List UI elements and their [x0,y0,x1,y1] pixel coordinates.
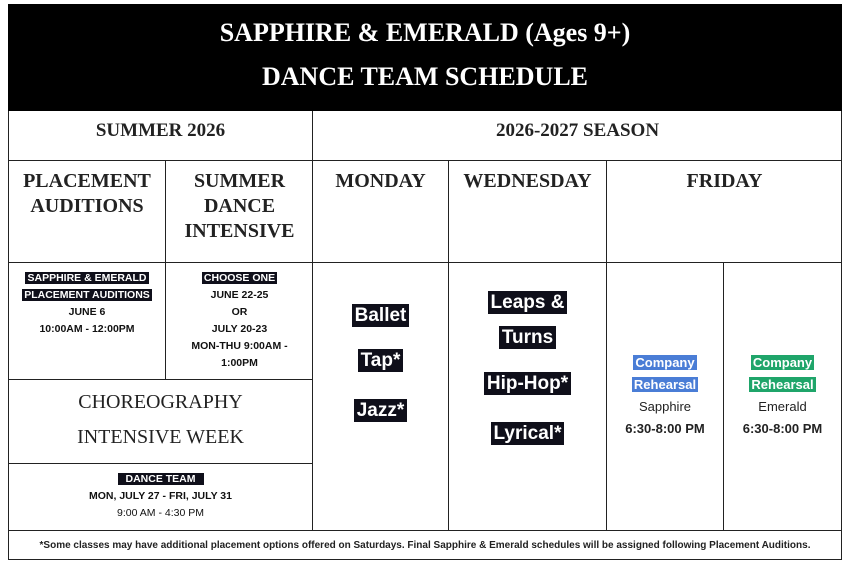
choreography-line-1: CHOREOGRAPHY [78,391,243,413]
intensive-or: OR [231,306,248,318]
column-intensive-line-3: INTENSIVE [184,220,295,242]
sapphire-tag-line-2: Rehearsal [633,377,697,392]
column-wednesday: WEDNESDAY [463,170,592,192]
column-summer-intensive [166,169,313,244]
column-placement-line-2: AUDITIONS [30,195,144,217]
column-monday: MONDAY [335,170,426,192]
sapphire-time: 6:30-8:00 PM [625,421,705,436]
class-lyrical: Lyrical* [491,422,565,445]
sapphire-group: Sapphire [638,399,692,414]
dance-team-label: DANCE TEAM [118,473,204,485]
placement-auditions-info [8,270,166,338]
sapphire-tag-line-1: Company [635,355,695,370]
intensive-time-line-1: MON-THU 9:00AM - [191,340,288,352]
intensive-time-line-2: 1:00PM [221,357,258,369]
choreography-intensive-title [8,385,313,455]
column-placement-auditions [8,169,166,219]
summer-intensive-info [166,270,313,372]
emerald-tag-line-2: Rehearsal [751,377,814,392]
schedule-header [8,4,842,111]
placement-label-line-2: PLACEMENT AUDITIONS [24,289,150,301]
class-ballet: Ballet [352,304,410,327]
dance-team-time: 9:00 AM - 4:30 PM [117,507,204,519]
section-season: 2026-2027 SEASON [495,120,660,141]
friday-sapphire [607,352,723,440]
column-intensive-line-1: SUMMER [193,170,286,192]
choreography-line-2: INTENSIVE WEEK [77,426,244,448]
emerald-time: 6:30-8:00 PM [742,421,823,436]
intensive-option-2: JULY 20-23 [211,323,268,335]
placement-time: 10:00AM - 12:00PM [39,323,135,335]
wednesday-classes [449,262,606,530]
footnote: *Some classes may have additional placement options offered on Saturdays. Final Sapphire & Emerald schedules will be assigned following Placement Auditions. [39,540,811,551]
section-summer: SUMMER 2026 [95,120,226,141]
class-tap: Tap* [358,349,404,372]
emerald-tag-line-1: Company [752,355,813,370]
dance-team-dates: MON, JULY 27 - FRI, JULY 31 [89,490,232,502]
dance-team-info [8,471,313,522]
title-line-2: DANCE TEAM SCHEDULE [261,62,588,91]
column-friday: FRIDAY [686,170,763,192]
monday-classes [313,262,448,530]
emerald-group: Emerald [758,399,807,414]
title-line-1: SAPPHIRE & EMERALD (Ages 9+) [219,18,631,47]
column-intensive-line-2: DANCE [203,195,276,217]
intensive-label: CHOOSE ONE [203,272,276,284]
class-leaps-line-1: Leaps & [488,291,568,314]
intensive-option-1: JUNE 22-25 [210,289,269,301]
class-hip-hop: Hip-Hop* [484,372,571,395]
placement-label-line-1: SAPPHIRE & EMERALD [27,272,147,284]
column-placement-line-1: PLACEMENT [23,170,151,192]
class-leaps-line-2: Turns [499,326,556,349]
friday-emerald [724,352,841,440]
placement-date: JUNE 6 [68,306,106,318]
class-jazz: Jazz* [354,399,408,422]
